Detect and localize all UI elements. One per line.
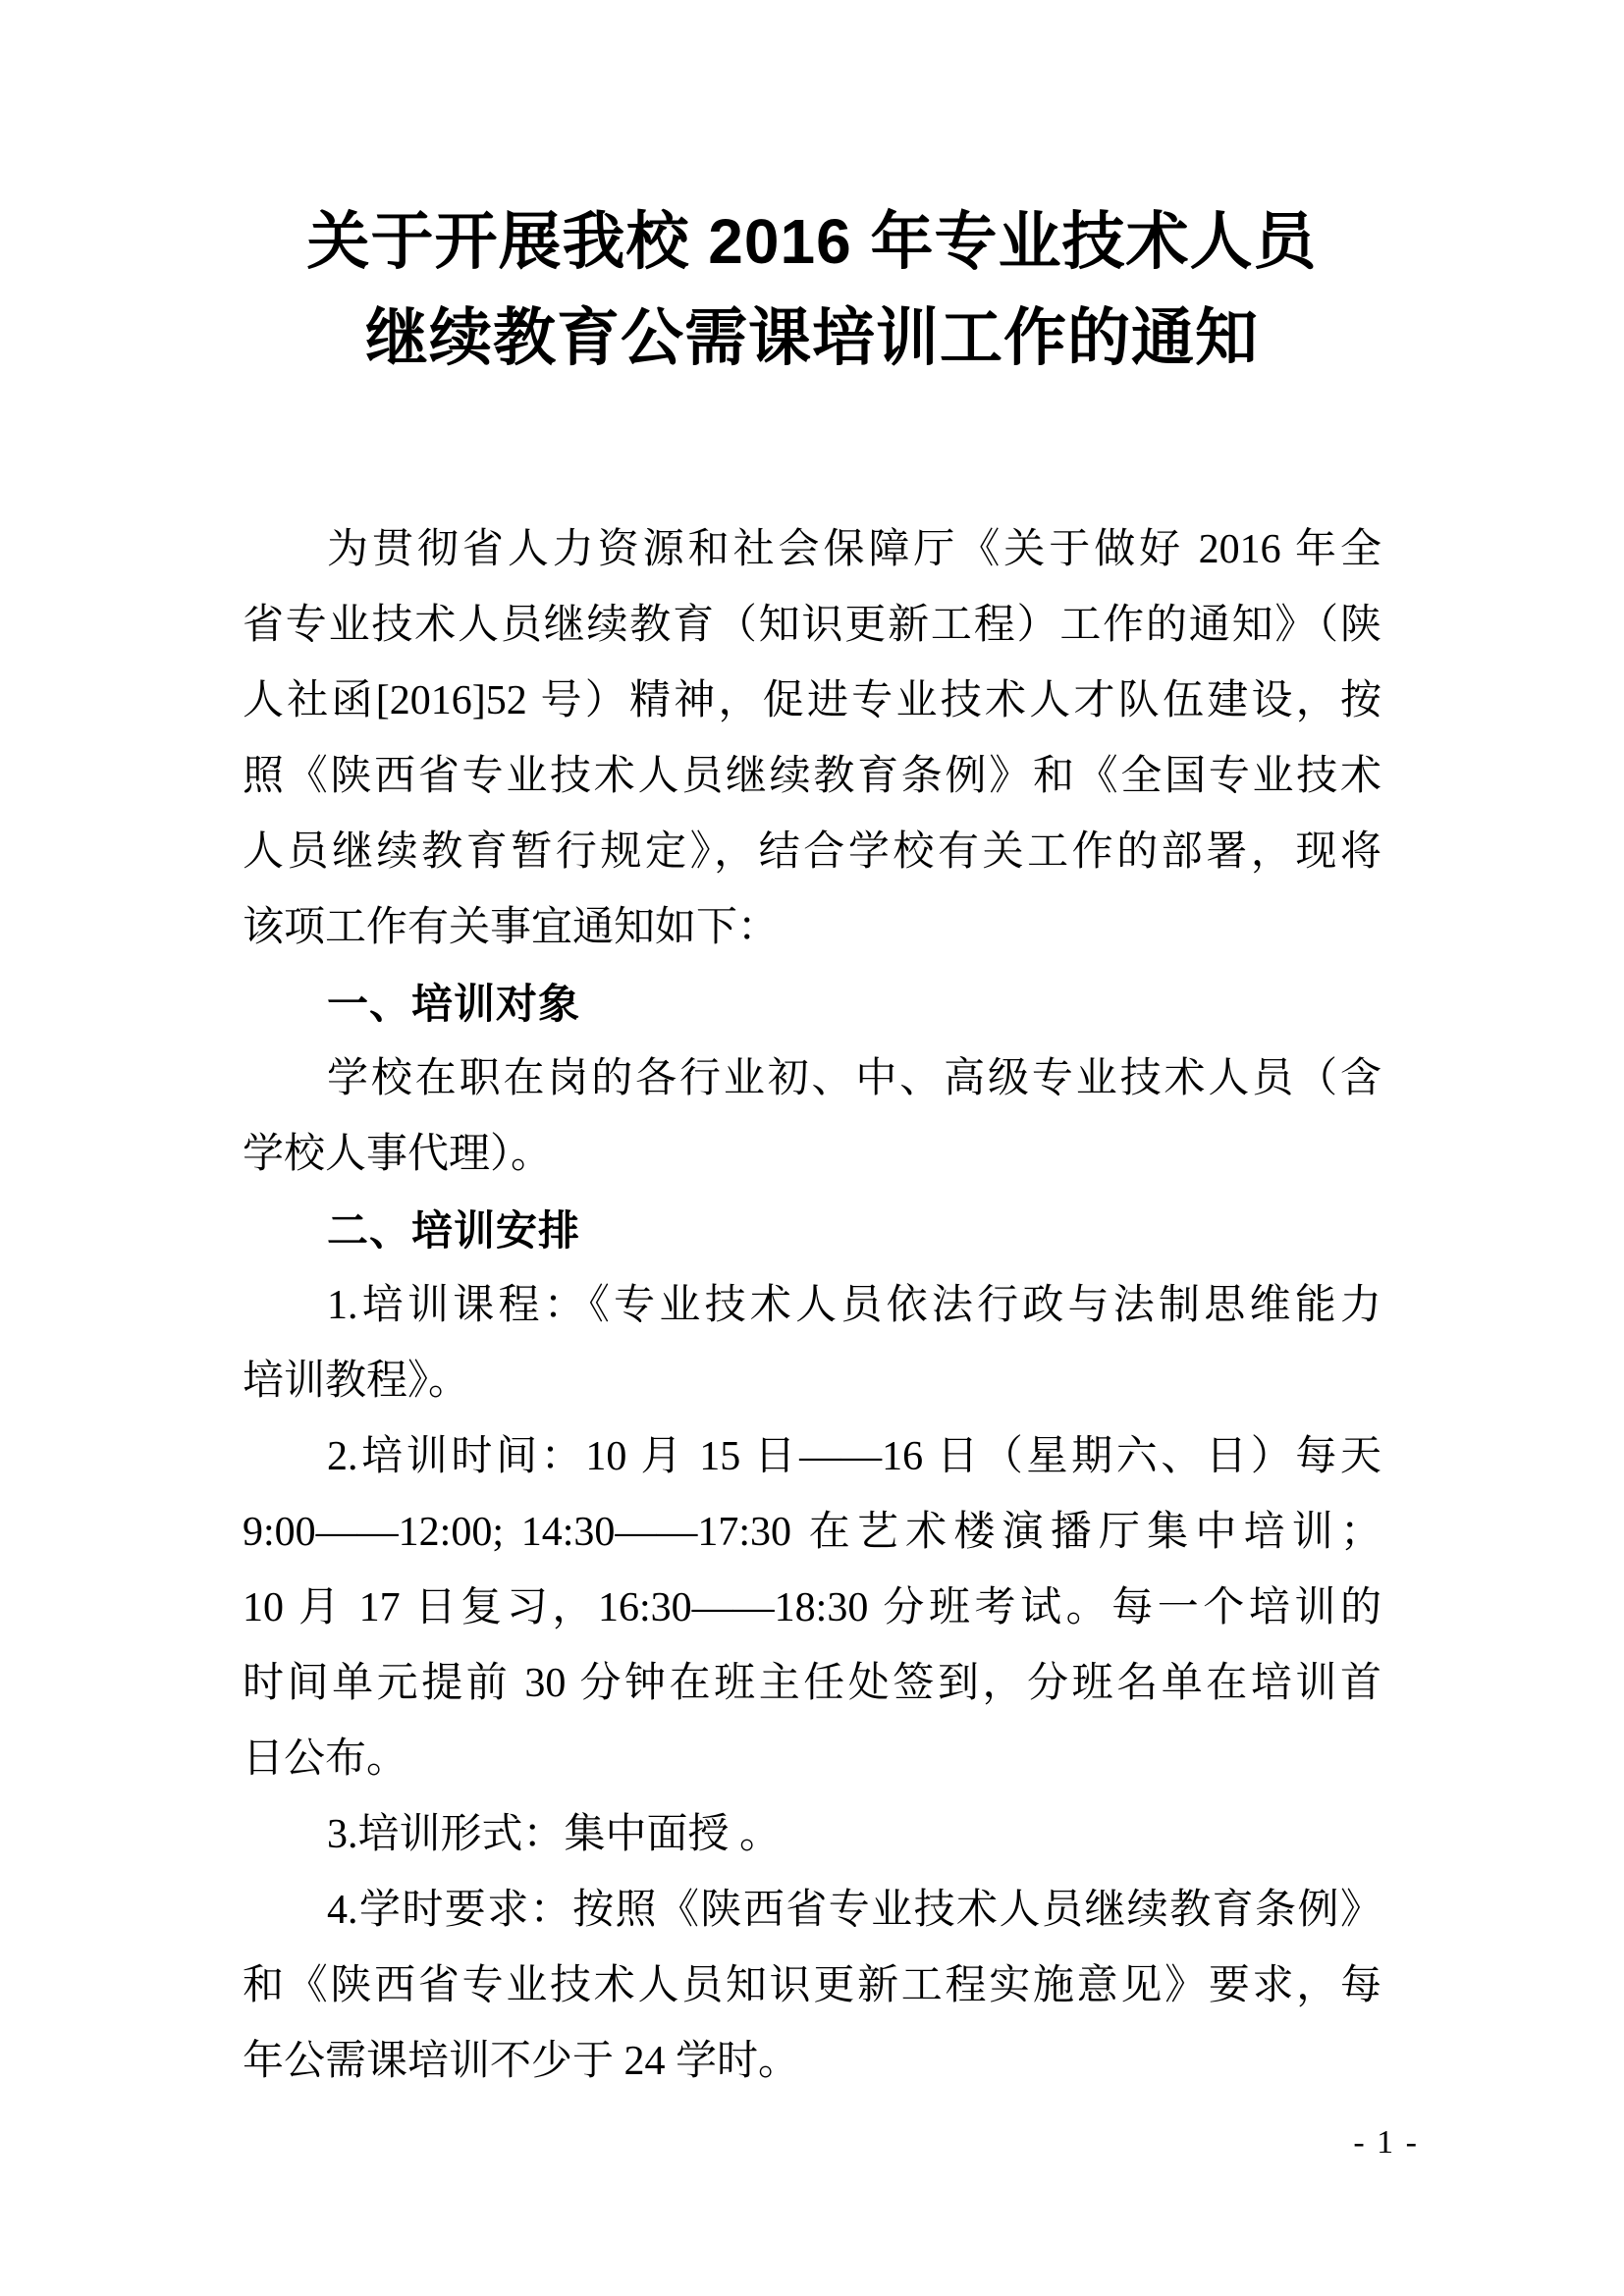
title-line-1: 关于开展我校 2016 年专业技术人员 (306, 206, 1318, 277)
document-line: 培训教程》。 (243, 1359, 470, 1404)
document-line: 人社函[2016]52 号）精神，促进专业技术人才队伍建设，按 (243, 678, 1381, 723)
document-line: 和《陕西省专业技术人员知识更新工程实施意见》要求，每 (243, 1963, 1381, 2008)
document-line: 年公需课培训不少于 24 学时。 (243, 2039, 800, 2084)
document-line: 时间单元提前 30 分钟在班主任处签到，分班名单在培训首 (243, 1661, 1381, 1706)
section-heading: 二、培训安排 (327, 1207, 581, 1254)
document-line: 日公布。 (243, 1736, 408, 1782)
document-line: 3.培训形式：集中面授 。 (327, 1812, 782, 1857)
document-line: 9:00——12:00; 14:30——17:30 在艺术楼演播厅集中培训； (243, 1510, 1381, 1555)
document-title (0, 193, 1624, 386)
document-line: 照《陕西省专业技术人员继续教育条例》和《全国专业技术 (243, 754, 1381, 799)
document-line: 人员继续教育暂行规定》，结合学校有关工作的部署，现将 (243, 829, 1381, 875)
document-line: 学校在职在岗的各行业初、中、高级专业技术人员（含 (327, 1056, 1381, 1101)
document-line: 为贯彻省人力资源和社会保障厅《关于做好 2016 年全 (327, 527, 1381, 572)
document-body (243, 512, 1381, 2100)
title-line-2: 继续教育公需课培训工作的通知 (365, 302, 1259, 373)
document-line: 2.培训时间：10 月 15 日——16 日（星期六、日）每天 (327, 1434, 1381, 1479)
page-number: - 1 - (1353, 2124, 1419, 2161)
section-heading: 一、培训对象 (327, 981, 581, 1027)
document-line: 10 月 17 日复习，16:30——18:30 分班考试。每一个培训的 (243, 1585, 1381, 1630)
document-line: 学校人事代理）。 (243, 1132, 553, 1177)
document-line: 1.培训课程：《专业技术人员依法行政与法制思维能力 (327, 1283, 1381, 1328)
document-line: 4.学时要求：按照《陕西省专业技术人员继续教育条例》 (327, 1888, 1381, 1933)
document-line: 省专业技术人员继续教育（知识更新工程）工作的通知》（陕 (243, 603, 1381, 648)
document-line: 该项工作有关事宜通知如下： (243, 905, 780, 950)
